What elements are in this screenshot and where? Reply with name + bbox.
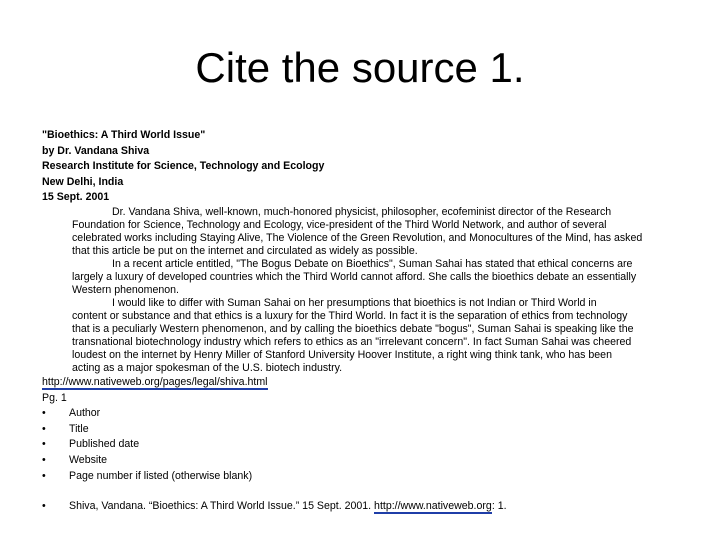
paragraph-line: that this article be put on the internet and circulated as widely as possible. [72, 244, 418, 257]
bullet-icon: • [42, 422, 46, 435]
bullet-icon: • [42, 500, 46, 513]
location: New Delhi, India [42, 175, 124, 188]
bullet-icon: • [42, 469, 46, 482]
checklist-item: • Website [42, 453, 714, 469]
paragraph-line: In a recent article entitled, "The Bogus Debate on Bioethics", Suman Sahai has stated that ethical concerns are [112, 257, 633, 270]
paragraph-line: content or substance and that ethics is a luxury for the Third World. In fact it is the separation of ethics from technology [72, 309, 628, 322]
source-url-line [42, 375, 714, 391]
paragraph-2 [42, 258, 714, 297]
bullet-icon: • [42, 453, 46, 466]
bullet-icon: • [42, 438, 46, 451]
paragraph-line: acting as a major spokesman of the U.S. biotech industry. [72, 361, 343, 374]
checklist-item: • Page number if listed (otherwise blank) [42, 469, 714, 485]
article-title: "Bioethics: A Third World Issue" [42, 129, 206, 141]
paragraph-line: Foundation for Science, Technology and Ecology, vice-president of the Third World Network, and author of several [72, 218, 607, 231]
paragraph-line: that is a peculiarly Western phenomenon, and by calling the bioethics debate "bogus", Suman Sahai is speaking like the [72, 322, 634, 335]
citation-text: Shiva, Vandana. “Bioethics: A Third World Issue.” 15 Sept. 2001. [69, 500, 375, 513]
paragraph-line: loudest on the internet by Henry Miller of Stanford University Hoover Institute, a right wing think tank, who has been [72, 348, 612, 361]
spacer [42, 484, 714, 499]
paragraph-line: Dr. Vandana Shiva, well-known, much-honored physicist, philosopher, ecofeminist director of the Research [112, 205, 612, 218]
citation-item [42, 499, 714, 515]
checklist [42, 406, 714, 484]
checklist-item: • Published date [42, 437, 714, 453]
paragraph-line: I would like to differ with Suman Sahai on her presumptions that bioethics is not Indian or Third World in [112, 296, 597, 309]
byline: by Dr. Vandana Shiva [42, 144, 150, 157]
citation-list [42, 499, 714, 515]
paragraph-line: Western phenomenon. [72, 283, 179, 296]
paragraph-line: celebrated works including Staying Alive, The Violence of the Green Revolution, and Monocultures of the Mind, has asked [72, 231, 643, 244]
institute: Research Institute for Science, Technology and Ecology [42, 160, 325, 173]
page-number: Pg. 1 [42, 391, 67, 404]
article-date: 15 Sept. 2001 [42, 191, 110, 204]
paragraph-line: largely a luxury of developed countries which the Third World cannot afford. She calls the bioethics debate an essentially [72, 270, 637, 283]
source-url-link[interactable]: http://www.nativeweb.org/pages/legal/shiva.html [42, 375, 268, 388]
bullet-icon: • [42, 407, 46, 420]
checklist-item: • Author [42, 406, 714, 422]
paragraph-line: transnational biotechnology industry which refers to ethics as an "irrelevant concern". In fact Suman Sahai was cheered [72, 335, 632, 348]
citation-url-link[interactable]: http://www.nativeweb.org [374, 500, 492, 513]
slide-body [42, 128, 714, 515]
paragraph-1 [42, 206, 714, 258]
paragraph-3 [42, 297, 714, 375]
slide-title: Cite the source 1. [195, 44, 525, 91]
checklist-item: • Title [42, 422, 714, 438]
citation-suffix: : 1. [491, 500, 507, 513]
